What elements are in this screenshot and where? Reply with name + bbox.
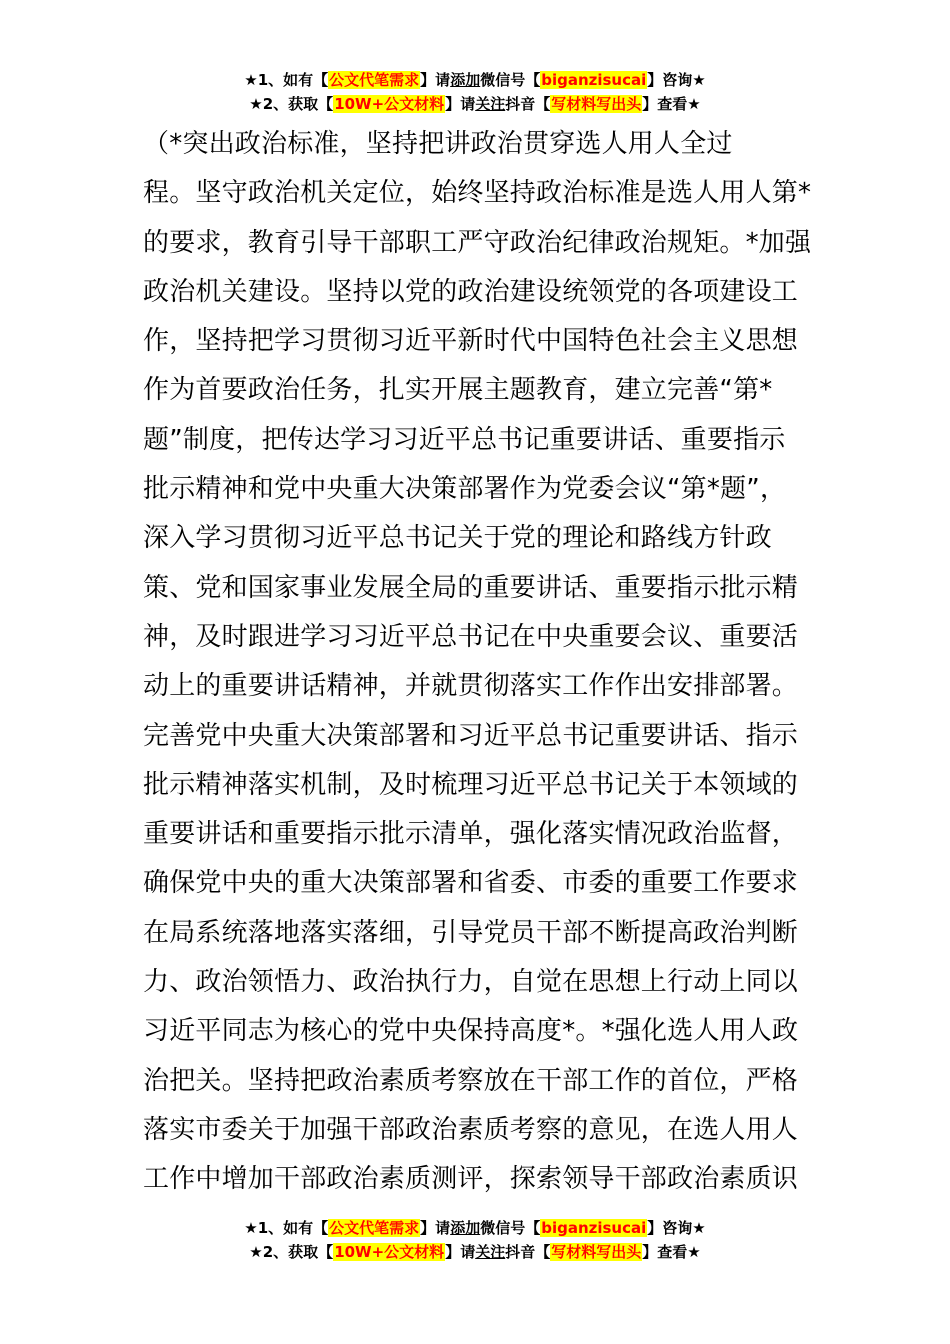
header-banner-line-1 <box>0 68 950 92</box>
highlight-wechat-id: biganzisucai <box>541 1219 647 1237</box>
body-line: 在局系统落地落实落细，引导党员干部不断提高政治判断 <box>143 917 799 948</box>
footer-banner-line-1 <box>0 1216 950 1240</box>
body-line: 治把关。坚持把政治素质考察放在干部工作的首位，严格 <box>143 1065 799 1096</box>
banner-text: 】咨询★ <box>647 71 706 89</box>
body-line: 落实市委关于加强干部政治素质考察的意见，在选人用人 <box>143 1114 799 1145</box>
footer-banner <box>0 1216 950 1264</box>
banner-text: 抖音【 <box>505 95 551 113</box>
body-line: 批示精神和党中央重大决策部署作为党委会议“第*题”， <box>143 474 787 505</box>
banner-text: 微信号【 <box>480 1219 541 1237</box>
banner-text: 】查看★ <box>642 95 701 113</box>
body-line: 神，及时跟进学习习近平总书记在中央重要会议、重要活 <box>143 621 799 652</box>
banner-text: ★2、获取【 <box>249 95 334 113</box>
body-line: 深入学习贯彻习近平总书记关于党的理论和路线方针政 <box>143 523 772 554</box>
header-banner-line-2 <box>0 92 950 116</box>
body-line: 确保党中央的重大决策部署和省委、市委的重要工作要求 <box>143 868 799 899</box>
banner-text: 】请 <box>445 1243 476 1261</box>
highlight-writing-service: 公文代笔需求 <box>329 71 420 89</box>
document-body <box>143 120 813 1205</box>
banner-text: 】请 <box>445 95 476 113</box>
highlight-douyin-account: 写材料写出头 <box>551 1243 642 1261</box>
banner-text: ★2、获取【 <box>249 1243 334 1261</box>
body-line: 动上的重要讲话精神，并就贯彻落实工作作出安排部署。 <box>143 671 799 702</box>
banner-text: 】请 <box>420 71 451 89</box>
highlight-wechat-id: biganzisucai <box>541 71 647 89</box>
body-line: 重要讲话和重要指示批示清单，强化落实情况政治监督， <box>143 819 799 850</box>
body-line: 的要求，教育引导干部职工严守政治纪律政治规矩。*加强 <box>143 227 812 258</box>
body-line: 工作中增加干部政治素质测评，探索领导干部政治素质识 <box>143 1164 799 1195</box>
body-line: 策、党和国家事业发展全局的重要讲话、重要指示批示精 <box>143 572 799 603</box>
body-line: 作，坚持把学习贯彻习近平新时代中国特色社会主义思想 <box>143 326 799 357</box>
banner-text: ★1、如有【 <box>244 1219 329 1237</box>
footer-banner-line-2 <box>0 1240 950 1264</box>
underlined-add: 添加 <box>450 71 481 89</box>
banner-text: 】查看★ <box>642 1243 701 1261</box>
underlined-follow: 关注 <box>475 1243 506 1261</box>
body-line: （*突出政治标准，坚持把讲政治贯穿选人用人全过 <box>143 129 733 159</box>
body-line: 批示精神落实机制，及时梳理习近平总书记关于本领域的 <box>143 769 799 800</box>
body-line: 作为首要政治任务，扎实开展主题教育，建立完善“第* <box>143 375 773 406</box>
body-line: 题”制度，把传达学习习近平总书记重要讲话、重要指示 <box>143 424 786 455</box>
banner-text: 微信号【 <box>480 71 541 89</box>
highlight-materials: 10W+公文材料 <box>334 1243 445 1261</box>
body-line: 力、政治领悟力、政治执行力，自觉在思想上行动上同以 <box>143 967 799 998</box>
banner-text: 】请 <box>420 1219 451 1237</box>
highlight-douyin-account: 写材料写出头 <box>551 95 642 113</box>
header-banner <box>0 68 950 116</box>
highlight-writing-service: 公文代笔需求 <box>329 1219 420 1237</box>
banner-text: 】咨询★ <box>647 1219 706 1237</box>
body-line: 政治机关建设。坚持以党的政治建设统领党的各项建设工 <box>143 276 799 307</box>
body-line: 程。坚守政治机关定位，始终坚持政治标准是选人用人第* <box>143 178 812 209</box>
highlight-materials: 10W+公文材料 <box>334 95 445 113</box>
body-line: 完善党中央重大决策部署和习近平总书记重要讲话、指示 <box>143 720 799 751</box>
underlined-add: 添加 <box>450 1219 481 1237</box>
banner-text: 抖音【 <box>505 1243 551 1261</box>
body-line: 习近平同志为核心的党中央保持高度*。*强化选人用人政 <box>143 1016 799 1047</box>
underlined-follow: 关注 <box>475 95 506 113</box>
banner-text: ★1、如有【 <box>244 71 329 89</box>
